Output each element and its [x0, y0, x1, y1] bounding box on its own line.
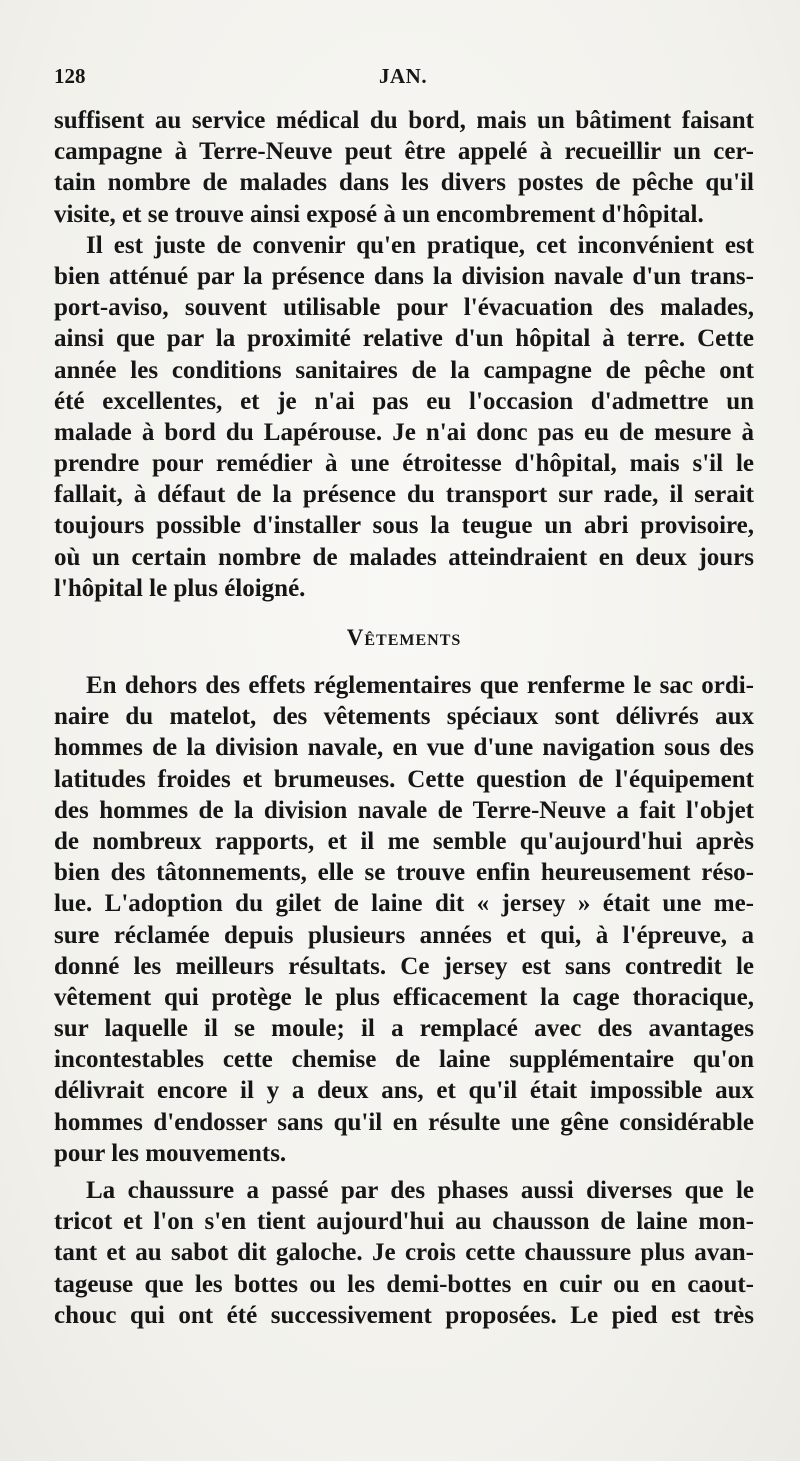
text-line: où un certain nombre de malades atteindraient en deux jours	[54, 543, 754, 571]
text-line: année les conditions sanitaires de la campagne de pêche ont	[54, 356, 754, 384]
text-line: lue. L'adoption du gilet de laine dit « jersey » était une me-	[54, 890, 754, 918]
paragraph-2	[54, 230, 754, 604]
text-line: visite, et se trouve ainsi exposé à un encombrement d'hôpital.	[54, 200, 704, 228]
text-line: tricot et l'on s'en tient aujourd'hui au chausson de laine mon-	[54, 1208, 754, 1236]
section-heading: Vêtements	[346, 625, 462, 650]
text-line: sur laquelle il se moule; il a remplacé avec des avantages	[54, 1015, 754, 1043]
text-line: l'hôpital le plus éloigné.	[54, 574, 306, 602]
text-line: campagne à Terre-Neuve peut être appelé à recueillir un cer-	[54, 138, 754, 166]
page-header	[54, 64, 754, 96]
text-line: ainsi que par la proximité relative d'un hôpital à terre. Cette	[54, 325, 754, 353]
text-line: hommes de la division navale, en vue d'une navigation sous des	[54, 734, 754, 762]
text-line: suffisent au service médical du bord, mais un bâtiment faisant	[54, 107, 754, 134]
paragraph-3	[54, 670, 754, 1169]
text-line: prendre pour remédier à une étroitesse d'hôpital, mais s'il le	[54, 450, 754, 478]
text-line: incontestables cette chemise de laine supplémentaire qu'on	[54, 1046, 754, 1074]
text-line: En dehors des effets réglementaires que renferme le sac ordi-	[86, 672, 754, 699]
text-line: tageuse que les bottes ou les demi-bottes en cuir ou en caout-	[54, 1270, 754, 1298]
text-line: naire du matelot, des vêtements spéciaux sont délivrés aux	[54, 703, 754, 731]
text-line: bien des tâtonnements, elle se trouve enfin heureusement réso-	[54, 859, 754, 887]
paragraph-1	[54, 105, 754, 230]
text-line: port-aviso, souvent utilisable pour l'évacuation des malades,	[54, 294, 754, 322]
text-line: La chaussure a passé par des phases aussi diverses que le	[86, 1177, 754, 1204]
text-line: latitudes froides et brumeuses. Cette question de l'équipement	[54, 765, 754, 793]
text-line: chouc qui ont été successivement proposées. Le pied est très	[54, 1301, 754, 1329]
page-number: 128	[54, 64, 86, 88]
text-line: fallait, à défaut de la présence du transport sur rade, il serait	[54, 481, 754, 509]
text-line: pour les mouvements.	[54, 1139, 287, 1167]
text-line: délivrait encore il y a deux ans, et qu'il était impossible aux	[54, 1077, 754, 1105]
text-line: toujours possible d'installer sous la teugue un abri provisoire,	[54, 512, 754, 540]
text-line: vêtement qui protège le plus efficacement la cage thoracique,	[54, 983, 754, 1011]
body-text	[54, 105, 754, 1331]
text-line: des hommes de la division navale de Terre-Neuve a fait l'objet	[54, 796, 754, 824]
text-line: été excellentes, et je n'ai pas eu l'occasion d'admettre un	[54, 387, 754, 415]
text-line: tain nombre de malades dans les divers postes de pêche qu'il	[54, 169, 754, 197]
paragraph-4	[54, 1175, 754, 1331]
text-line: tant et au sabot dit galoche. Je crois cette chaussure plus avan-	[54, 1239, 754, 1267]
text-line: malade à bord du Lapérouse. Je n'ai donc pas eu de mesure à	[54, 418, 754, 446]
text-line: sure réclamée depuis plusieurs années et qui, à l'épreuve, a	[54, 921, 754, 949]
text-line: Il est juste de convenir qu'en pratique, cet inconvénient est	[86, 231, 754, 259]
running-head: JAN.	[379, 64, 428, 88]
text-line: bien atténué par la présence dans la division navale d'un trans-	[54, 262, 754, 290]
text-line: hommes d'endosser sans qu'il en résulte une gêne considérable	[54, 1108, 754, 1136]
text-line: de nombreux rapports, et il me semble qu'aujourd'hui après	[54, 827, 754, 855]
text-line: donné les meilleurs résultats. Ce jersey est sans contredit le	[54, 952, 754, 980]
